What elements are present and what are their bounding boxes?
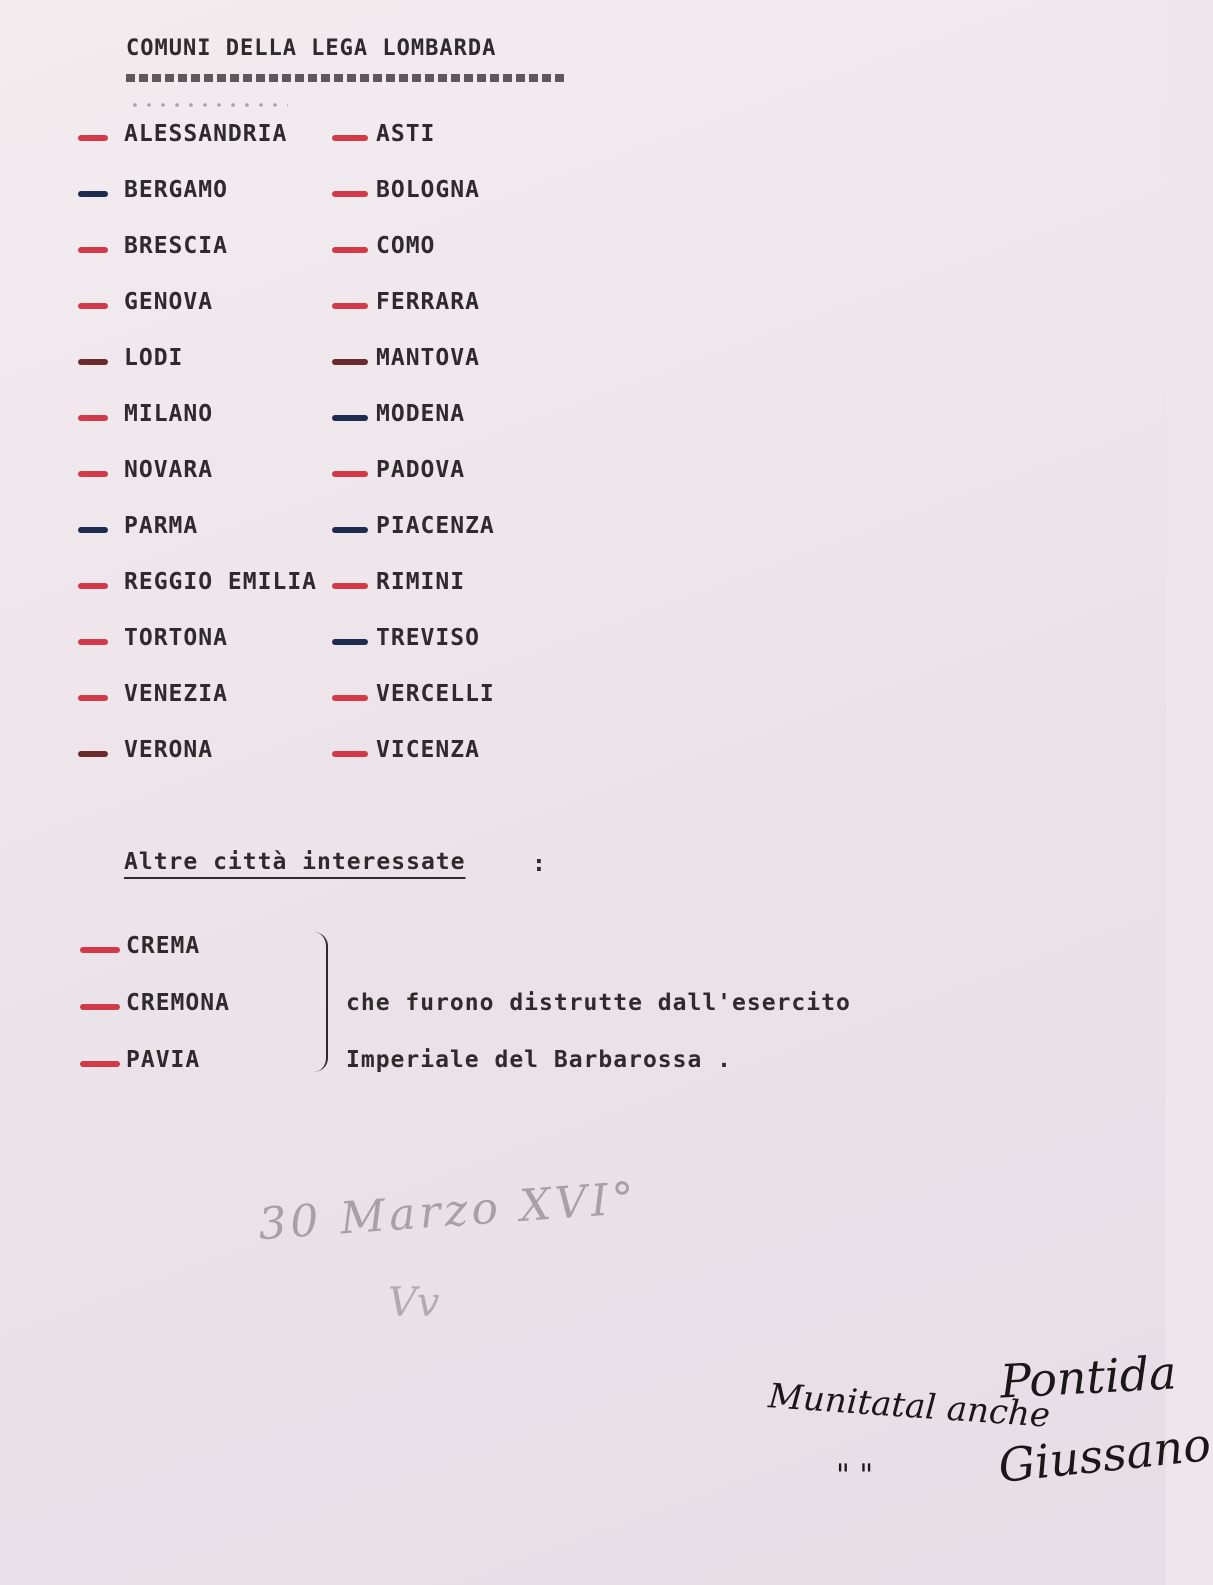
- right-city-name: PADOVA: [376, 457, 466, 483]
- right-city-name: BOLOGNA: [376, 177, 480, 203]
- pencil-date: 30 Marzo XVI°: [256, 1172, 640, 1251]
- left-city-name: MILANO: [124, 401, 214, 427]
- left-city-name: ALESSANDRIA: [124, 121, 288, 147]
- left-city-name: VENEZIA: [124, 681, 228, 707]
- right-city-name: COMO: [376, 233, 436, 259]
- handwritten-pontida: Pontida: [998, 1345, 1178, 1409]
- right-city-name: MODENA: [376, 401, 466, 427]
- other-city-name: CREMA: [126, 933, 201, 959]
- left-city-mark: [78, 527, 108, 533]
- left-city-name: VERONA: [124, 737, 214, 763]
- right-city-mark: [332, 751, 368, 757]
- left-city-mark: [78, 583, 108, 589]
- right-city-mark: [332, 247, 368, 253]
- handwritten-giussano: Giussano: [995, 1417, 1213, 1493]
- pencil-initials: Vv: [388, 1280, 440, 1326]
- right-city-mark: [332, 135, 368, 141]
- other-city-mark: [80, 947, 120, 953]
- ink-smudge: [128, 100, 288, 110]
- other-city-mark: [80, 1004, 120, 1010]
- right-city-mark: [332, 471, 368, 477]
- right-city-name: RIMINI: [376, 569, 466, 595]
- left-city-mark: [78, 471, 108, 477]
- left-city-name: PARMA: [124, 513, 199, 539]
- left-city-mark: [78, 359, 108, 365]
- left-city-name: GENOVA: [124, 289, 214, 315]
- right-city-name: PIACENZA: [376, 513, 495, 539]
- left-city-name: NOVARA: [124, 457, 214, 483]
- right-city-mark: [332, 359, 368, 365]
- right-city-name: ASTI: [376, 121, 436, 147]
- right-city-mark: [332, 695, 368, 701]
- note-line-2: Imperiale del Barbarossa .: [346, 1047, 733, 1073]
- left-city-mark: [78, 303, 108, 309]
- right-city-mark: [332, 527, 368, 533]
- left-city-mark: [78, 135, 108, 141]
- bracket: [312, 932, 328, 1072]
- right-city-name: VICENZA: [376, 737, 480, 763]
- note-line-1: che furono distrutte dall'esercito: [346, 990, 851, 1016]
- left-city-name: LODI: [124, 345, 184, 371]
- right-city-mark: [332, 639, 368, 645]
- left-city-mark: [78, 191, 108, 197]
- document-title: COMUNI DELLA LEGA LOMBARDA: [126, 36, 497, 61]
- left-city-name: BERGAMO: [124, 177, 228, 203]
- left-city-mark: [78, 751, 108, 757]
- left-city-mark: [78, 247, 108, 253]
- handwritten-note-line-1: Munitatal anche: [766, 1376, 1052, 1436]
- right-city-mark: [332, 191, 368, 197]
- right-city-name: TREVISO: [376, 625, 480, 651]
- right-city-mark: [332, 583, 368, 589]
- left-city-mark: [78, 415, 108, 421]
- right-city-name: MANTOVA: [376, 345, 480, 371]
- other-city-name: CREMONA: [126, 990, 230, 1016]
- left-city-name: TORTONA: [124, 625, 228, 651]
- right-city-name: VERCELLI: [376, 681, 495, 707]
- left-city-name: REGGIO EMILIA: [124, 569, 318, 595]
- other-city-name: PAVIA: [126, 1047, 201, 1073]
- right-city-mark: [332, 303, 368, 309]
- right-city-mark: [332, 415, 368, 421]
- left-city-name: BRESCIA: [124, 233, 228, 259]
- heading-colon: :: [532, 851, 547, 877]
- other-city-mark: [80, 1061, 120, 1067]
- left-city-mark: [78, 639, 108, 645]
- title-underline: [126, 74, 564, 82]
- other-cities-heading: Altre città interessate: [124, 849, 466, 875]
- handwritten-ditto-marks: " ": [836, 1458, 874, 1493]
- right-city-name: FERRARA: [376, 289, 480, 315]
- left-city-mark: [78, 695, 108, 701]
